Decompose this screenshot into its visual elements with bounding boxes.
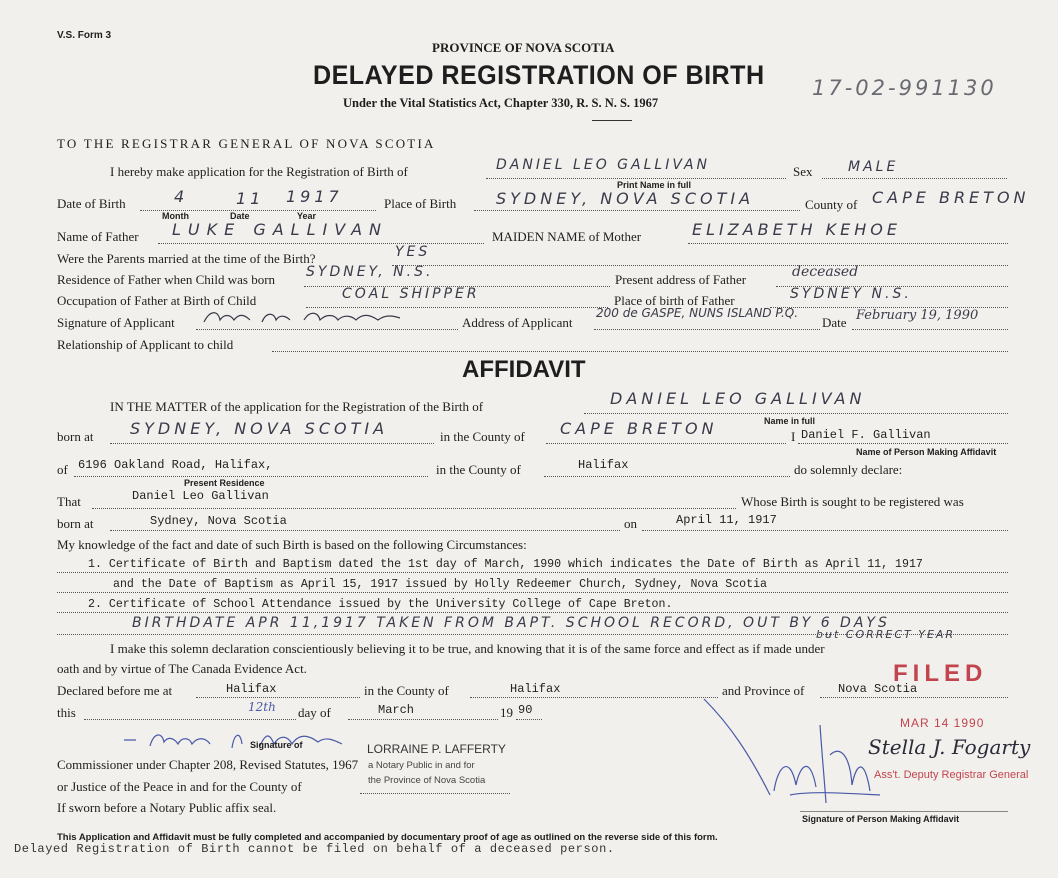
- parents-married-line: [392, 265, 1008, 266]
- parents-married-label: Were the Parents married at the time of the Birth?: [57, 251, 316, 266]
- this-label: this: [57, 705, 76, 720]
- address-applicant-value: 200 de GASPE, NUNS ISLAND P.Q.: [596, 306, 799, 320]
- address-applicant-line: [594, 329, 820, 330]
- residence-line: [74, 476, 428, 477]
- relationship-label: Relationship of Applicant to child: [57, 337, 234, 352]
- registrar-title-stamp: Ass't. Deputy Registrar General: [874, 769, 1029, 781]
- dob-label: Date of Birth: [57, 196, 126, 211]
- address-applicant-label: Address of Applicant: [462, 315, 573, 330]
- residence-father-value: SYDNEY, N.S.: [306, 264, 434, 280]
- circumstance-2: 2. Certificate of School Attendance issued by the University College of Cape Breton.: [88, 598, 673, 611]
- solemnly-label: do solemnly declare:: [794, 462, 903, 477]
- deponent-line: [798, 443, 1008, 444]
- county2-value: Halifax: [578, 458, 629, 472]
- place-of-birth-line: [474, 210, 800, 211]
- year-suffix-value: 90: [518, 703, 533, 717]
- commissioner-line: Commissioner under Chapter 208, Revised Statutes, 1967: [57, 757, 359, 772]
- name-in-full-hint: Name in full: [764, 416, 816, 426]
- present-address-father-value: deceased: [792, 264, 859, 280]
- born-at-label: born at: [57, 429, 94, 444]
- knowledge-label: My knowledge of the fact and date of such Birth is based on the following Circumstances:: [57, 537, 527, 552]
- mother-maiden-value: ELIZABETH KEHOE: [692, 220, 901, 239]
- dob-month-value: 4: [174, 187, 189, 206]
- month-line: [348, 719, 498, 720]
- footer-note: Delayed Registration of Birth cannot be filed on behalf of a deceased person.: [14, 842, 615, 856]
- declared-at-line: [196, 697, 360, 698]
- month-value: March: [378, 703, 415, 717]
- circumstance-handwritten-2: but CORRECT YEAR: [816, 628, 956, 641]
- signature-of-hint: Signature of: [250, 740, 303, 750]
- applicant-signature-mark: [200, 306, 420, 328]
- day-of-label: day of: [298, 705, 331, 720]
- title-rule: [592, 120, 632, 121]
- aff-child-line: [584, 413, 1008, 414]
- father-name-label: Name of Father: [57, 229, 139, 244]
- place-of-birth-label: Place of Birth: [384, 196, 457, 211]
- sex-label: Sex: [793, 164, 813, 179]
- circumstance-handwritten: BIRTHDATE APR 11,1917 TAKEN FROM BAPT. SCHOOL RECORD, OUT BY 6 DAYS: [132, 615, 890, 631]
- year-hint: Year: [297, 211, 317, 221]
- commissioner-signature-mark: [120, 726, 360, 756]
- relationship-line: [272, 351, 1008, 352]
- declaration-line-2: oath and by virtue of The Canada Evidence Act.: [57, 661, 307, 676]
- app-date-value: February 19, 1990: [856, 308, 979, 323]
- born-date-line: [642, 530, 1008, 531]
- notary-stamp-line-2: the Province of Nova Scotia: [368, 775, 486, 786]
- maiden-name-label: MAIDEN NAME of Mother: [492, 229, 642, 244]
- of-label: of: [57, 462, 68, 477]
- dob-date-value: 11: [236, 189, 265, 208]
- sig-person-hint: Signature of Person Making Affidavit: [802, 814, 960, 824]
- aff-child-name: DANIEL LEO GALLIVAN: [610, 389, 866, 408]
- form-number: V.S. Form 3: [57, 30, 112, 41]
- declared-at-label: Declared before me at: [57, 683, 173, 698]
- sex-value: MALE: [848, 159, 899, 175]
- father-name-value: LUKE GALLIVAN: [172, 220, 388, 239]
- county2-line: [544, 476, 790, 477]
- occupation-father-value: COAL SHIPPER: [342, 286, 480, 302]
- justice-line: or Justice of the Peace in and for the County of: [57, 779, 302, 794]
- born-at-line: [110, 443, 434, 444]
- day-num-value: 12th: [248, 700, 276, 714]
- app-date-line: [852, 329, 1008, 330]
- circ1a-line: [57, 572, 1008, 573]
- sig-person-line: [800, 811, 1008, 812]
- year-line: [516, 719, 542, 720]
- born-at2-label: born at: [57, 516, 94, 531]
- registrar-signature: Stella J. Fogarty: [868, 735, 1031, 759]
- residence-value: 6196 Oakland Road, Halifax,: [78, 458, 273, 472]
- circumstance-1a: 1. Certificate of Birth and Baptism dated the 1st day of March, 1990 which indicates the Date of Birth as April 11, 1917: [88, 558, 923, 571]
- province-value: Nova Scotia: [838, 682, 918, 696]
- child-name-line: [486, 178, 786, 179]
- in-county-3-label: in the County of: [364, 683, 449, 698]
- in-county-2-label: in the County of: [436, 462, 521, 477]
- aff-county-value: CAPE BRETON: [560, 419, 718, 438]
- filed-stamp: FILED: [893, 660, 988, 687]
- place-birth-father-label: Place of birth of Father: [614, 293, 735, 308]
- registration-number: 17-02-991130: [812, 76, 997, 100]
- residence-father-label: Residence of Father when Child was born: [57, 272, 276, 287]
- hereby-label: I hereby make application for the Registration of Birth of: [110, 164, 408, 179]
- place-of-birth-value: SYDNEY, NOVA SCOTIA: [496, 189, 755, 208]
- affidavit-heading: AFFIDAVIT: [462, 356, 586, 383]
- notary-line: If sworn before a Notary Public affix seal.: [57, 800, 277, 815]
- present-address-father-label: Present address of Father: [615, 272, 747, 287]
- circ1b-line: [57, 592, 1008, 593]
- province-heading: PROVINCE OF NOVA SCOTIA: [432, 40, 615, 55]
- in-matter-label: IN THE MATTER of the application for the Registration of the Birth of: [110, 399, 484, 414]
- footer-instruction: This Application and Affidavit must be fully completed and accompanied by documentary proof of age as outlined on the reverse side of this form.: [57, 832, 718, 843]
- born-place2-value: Sydney, Nova Scotia: [150, 514, 287, 528]
- page-subtitle: Under the Vital Statistics Act, Chapter 330, R. S. N. S. 1967: [343, 96, 659, 110]
- page-title: DELAYED REGISTRATION OF BIRTH: [313, 60, 765, 90]
- declaration-line-1: I make this solemn declaration conscientiously believing it to be true, and knowing that it is of the same force and effect as if made under: [110, 641, 825, 656]
- addressee-line: TO THE REGISTRAR GENERAL OF NOVA SCOTIA: [57, 136, 436, 151]
- born-place-value: SYDNEY, NOVA SCOTIA: [130, 419, 389, 438]
- sig-applicant-line: [196, 329, 458, 330]
- deponent-value: Daniel F. Gallivan: [801, 428, 931, 442]
- parents-married-value: YES: [395, 244, 431, 260]
- month-hint: Month: [162, 211, 189, 221]
- county3-value: Halifax: [510, 682, 561, 696]
- day-line: [84, 719, 296, 720]
- father-name-line: [158, 243, 484, 244]
- commissioner-stamp: LORRAINE P. LAFFERTY: [367, 742, 506, 756]
- that-label: That: [57, 494, 81, 509]
- whose-birth-label: Whose Birth is sought to be registered was: [741, 494, 964, 509]
- i-label: I: [791, 429, 796, 444]
- county-value: CAPE BRETON: [872, 188, 1030, 207]
- on-label: on: [624, 516, 637, 531]
- date-label: Date: [822, 315, 847, 330]
- name-person-hint: Name of Person Making Affidavit: [856, 447, 997, 457]
- sig-applicant-label: Signature of Applicant: [57, 315, 175, 330]
- occupation-father-label: Occupation of Father at Birth of Child: [57, 293, 257, 308]
- child-name-value: DANIEL LEO GALLIVAN: [496, 157, 711, 173]
- county3-line: [470, 697, 718, 698]
- dob-year-value: 1917: [286, 187, 343, 206]
- maiden-name-line: [688, 243, 1008, 244]
- notary-stamp-line-1: a Notary Public in and for: [368, 760, 475, 771]
- that-name-value: Daniel Leo Gallivan: [132, 489, 269, 503]
- born-at2-line: [110, 530, 620, 531]
- filed-date-stamp: MAR 14 1990: [900, 716, 985, 730]
- deponent-signature-mark: [700, 695, 900, 810]
- county-line: [546, 443, 786, 444]
- print-name-hint: Print Name in full: [617, 180, 692, 190]
- place-birth-father-value: SYDNEY N.S.: [790, 286, 912, 302]
- declared-place-value: Halifax: [226, 682, 277, 696]
- date-hint: Date: [230, 211, 250, 221]
- that-line: [92, 508, 736, 509]
- circumstance-1b: and the Date of Baptism as April 15, 1917 issued by Holly Redeemer Church, Sydney, Nova Scotia: [113, 578, 767, 591]
- county-label: County of: [805, 197, 858, 212]
- circ2-line: [57, 612, 1008, 613]
- born-date-value: April 11, 1917: [676, 513, 777, 527]
- sex-line: [822, 178, 1007, 179]
- in-county-label: in the County of: [440, 429, 525, 444]
- justice-county-line: [360, 793, 510, 794]
- year-prefix-label: 19: [500, 705, 513, 720]
- present-residence-hint: Present Residence: [184, 478, 265, 488]
- and-province-label: and Province of: [722, 683, 805, 698]
